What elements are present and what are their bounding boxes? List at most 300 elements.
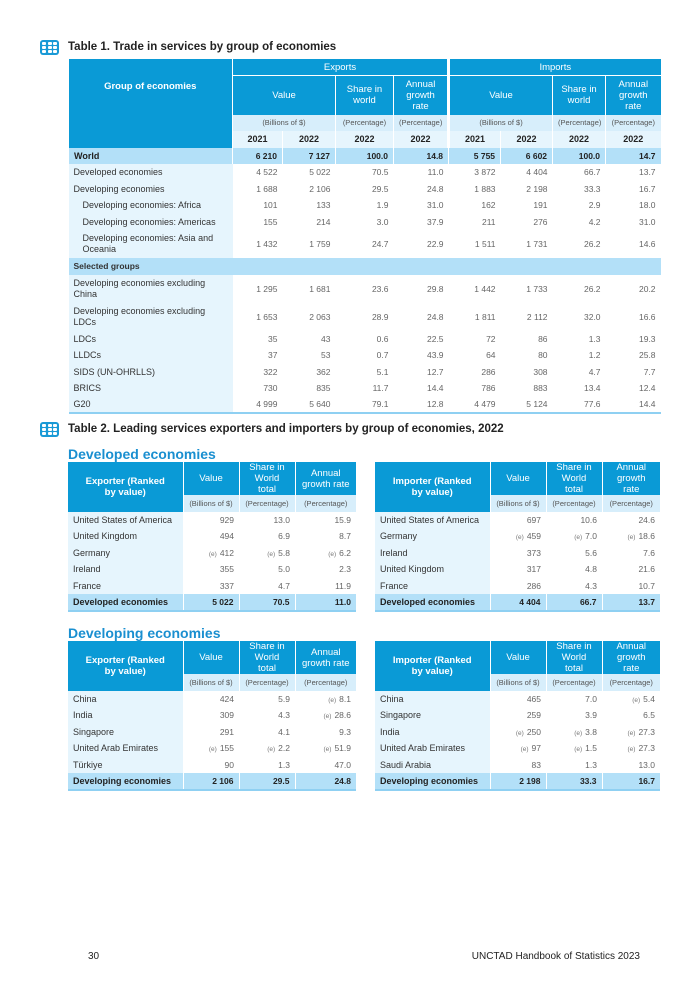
value: 90 [224, 759, 234, 770]
cell-value: 29.8 [426, 283, 444, 294]
table-row [69, 164, 661, 181]
row-label: LDCs [69, 331, 233, 348]
value: 7.0 [585, 531, 597, 542]
cell-value [239, 724, 295, 741]
cell-value: 25.8 [638, 350, 656, 361]
cell-value [490, 561, 546, 578]
value: 2.2 [278, 743, 290, 754]
value: 465 [526, 693, 541, 704]
cell-value [295, 757, 356, 774]
table-row [375, 740, 660, 757]
cell-value [490, 724, 546, 741]
table-row [68, 561, 356, 578]
economy-name: Saudi Arabia [375, 757, 490, 774]
cell-value [239, 545, 295, 562]
cell-value: 37 [268, 350, 278, 361]
cell-value: 16.7 [638, 183, 656, 194]
cell-value: 162 [481, 200, 496, 211]
cell-value [546, 757, 602, 774]
cell-value: 80 [538, 350, 548, 361]
cell-value [239, 561, 295, 578]
share-header: Share in World total [546, 462, 602, 495]
value: 11.9 [335, 580, 351, 591]
table-row [375, 578, 660, 595]
imports-header: Imports [449, 59, 661, 76]
cell-value [602, 707, 660, 724]
total-value: 4 404 [490, 594, 546, 611]
cell-value [239, 691, 295, 708]
publication-name: UNCTAD Handbook of Statistics 2023 [471, 951, 640, 962]
cell-value [183, 512, 239, 529]
value: 1.3 [585, 759, 597, 770]
table2-title: Table 2. Leading services exporters and importers by group of economies, 2022 [68, 423, 504, 435]
cell-value: 7.7 [643, 366, 656, 377]
cell-value: 14.4 [426, 383, 444, 394]
year-header: 2022 [501, 131, 553, 148]
section-heading: Developed economies [68, 446, 216, 462]
value: 15.9 [334, 514, 351, 525]
cell-value [183, 757, 239, 774]
value: 355 [219, 564, 234, 575]
value: 1.5 [585, 743, 597, 754]
cell-value: 155 [263, 216, 278, 227]
cell-value [295, 740, 356, 757]
cell-value: 362 [316, 366, 331, 377]
importers-table [375, 641, 660, 791]
value: 459 [526, 531, 541, 542]
cell-value: 4 479 [474, 399, 496, 410]
cell-value: 1 432 [256, 239, 278, 249]
table-row [69, 364, 661, 381]
table-row [69, 331, 661, 348]
total-value: 13.7 [602, 594, 660, 611]
cell-value: 32.0 [583, 311, 601, 322]
unit-label: (Percentage) [336, 115, 394, 132]
total-label: Developing economies [68, 773, 183, 790]
share-header: Share in World total [239, 462, 295, 495]
cell-value: 43.9 [426, 350, 444, 361]
cell-value: 2 112 [526, 311, 548, 322]
table-row [375, 545, 660, 562]
cell-value: 33.3 [583, 183, 601, 194]
cell-value: 11.0 [427, 167, 444, 178]
cell-value: 3.0 [376, 216, 389, 227]
value: 5.8 [278, 547, 290, 558]
cell-value: 14.6 [638, 239, 656, 249]
value: 309 [219, 710, 234, 721]
table-row [68, 740, 356, 757]
exporters-table [68, 641, 356, 791]
cell-value: 13.7 [638, 167, 656, 178]
row-label: World [69, 148, 233, 165]
cell-value: 43 [321, 333, 331, 344]
cell-value: 66.7 [583, 167, 601, 178]
cell-value: 322 [263, 366, 278, 377]
share-header: Share in world [553, 76, 606, 115]
total-value: 24.8 [295, 773, 356, 790]
economy-name: India [375, 724, 490, 741]
year-header: 2022 [283, 131, 336, 148]
unit-label: (Percentage) [295, 674, 356, 691]
value: 4.7 [278, 580, 290, 591]
cell-value: 1 442 [474, 283, 496, 294]
table-row [69, 214, 661, 231]
cell-value: 6 210 [233, 148, 283, 165]
estimate-mark: (e) [574, 746, 583, 754]
economy-name: Singapore [375, 707, 490, 724]
estimate-mark: (e) [323, 713, 332, 721]
cell-value: 835 [316, 383, 331, 394]
cell-value [546, 724, 602, 741]
cell-value [183, 545, 239, 562]
cell-value: 6 602 [501, 148, 553, 165]
value: 4.3 [585, 580, 597, 591]
value: 7.0 [585, 693, 597, 704]
cell-value: 276 [533, 216, 548, 227]
cell-value: 5.1 [376, 366, 389, 377]
economy-name: Germany [375, 528, 490, 545]
value: 9.3 [339, 726, 351, 737]
economy-name: Singapore [68, 724, 183, 741]
unit-label: (Percentage) [553, 115, 606, 132]
cell-value: 730 [263, 383, 278, 394]
exports-header: Exports [233, 59, 449, 76]
value: 412 [219, 547, 234, 558]
table-icon [40, 422, 59, 437]
table-row [69, 230, 661, 258]
cell-value: 211 [481, 216, 496, 227]
cell-value: 1 811 [474, 311, 496, 322]
cell-value: 64 [486, 350, 496, 361]
cell-value: 5 640 [309, 399, 331, 410]
unit-label: (Percentage) [606, 115, 661, 132]
table-row [69, 258, 661, 275]
value: 51.9 [334, 743, 351, 754]
cell-value: 0.6 [376, 333, 389, 344]
value: 424 [219, 693, 234, 704]
table-row [68, 757, 356, 774]
cell-value: 1 759 [309, 239, 331, 249]
total-row [375, 594, 660, 611]
cell-value: 1.3 [588, 333, 601, 344]
cell-value: 86 [538, 333, 548, 344]
cell-value [546, 740, 602, 757]
value: 250 [526, 726, 541, 737]
value: 13.0 [273, 514, 290, 525]
cell-value: 3 872 [474, 167, 496, 178]
table-row [69, 397, 661, 414]
economy-name: France [375, 578, 490, 595]
cell-value [602, 545, 660, 562]
cell-value [183, 578, 239, 595]
cell-value [239, 757, 295, 774]
cell-value: 31.0 [638, 216, 656, 227]
estimate-mark: (e) [328, 550, 337, 558]
value: 18.6 [638, 531, 655, 542]
cell-value [490, 691, 546, 708]
total-value: 11.0 [295, 594, 356, 611]
cell-value: 77.6 [583, 399, 601, 410]
cell-value [602, 757, 660, 774]
cell-value: 26.2 [583, 283, 601, 294]
cell-value [602, 528, 660, 545]
value: 6.2 [339, 547, 351, 558]
cell-value [183, 561, 239, 578]
value: 8.7 [339, 531, 351, 542]
economy-name: China [68, 691, 183, 708]
cell-value: 191 [533, 200, 548, 211]
value: 28.6 [334, 710, 351, 721]
estimate-mark: (e) [627, 729, 636, 737]
table1 [68, 59, 661, 414]
table-row [68, 691, 356, 708]
cell-value [239, 707, 295, 724]
value: 337 [219, 580, 234, 591]
cell-value: 1.9 [376, 200, 389, 211]
cell-value [602, 578, 660, 595]
value: 697 [526, 514, 541, 525]
value: 3.8 [585, 726, 597, 737]
cell-value: 72 [486, 333, 496, 344]
cell-value [295, 512, 356, 529]
cell-value: 308 [533, 366, 548, 377]
cell-value: 4 404 [526, 167, 548, 178]
cell-value: 12.4 [638, 383, 656, 394]
value: 27.3 [638, 726, 655, 737]
value: 27.3 [638, 743, 655, 754]
value: 373 [526, 547, 541, 558]
cell-value: 133 [316, 200, 331, 211]
estimate-mark: (e) [267, 550, 276, 558]
cell-value [239, 740, 295, 757]
row-label: Developing economies: Americas [69, 214, 233, 231]
year-header: 2021 [449, 131, 501, 148]
year-header: 2022 [553, 131, 606, 148]
cell-value: 22.5 [426, 333, 444, 344]
cell-value: 100.0 [553, 148, 606, 165]
economy-name: United Arab Emirates [68, 740, 183, 757]
table-row [68, 578, 356, 595]
value: 83 [531, 759, 541, 770]
group-header: Group of economies [69, 59, 233, 115]
page-number: 30 [88, 951, 100, 962]
cell-value: 5 124 [526, 399, 548, 410]
value: 259 [526, 710, 541, 721]
cell-value: 20.2 [638, 283, 656, 294]
cell-value: 24.8 [426, 183, 444, 194]
cell-value [295, 724, 356, 741]
cell-value: 1 511 [474, 239, 496, 249]
economy-name: United Arab Emirates [375, 740, 490, 757]
cell-value [490, 757, 546, 774]
total-value: 66.7 [546, 594, 602, 611]
row-label: G20 [69, 397, 233, 414]
growth-header: Annual growth rate [295, 462, 356, 495]
ranked-header: Importer (Ranked by value) [375, 462, 490, 512]
value: 2.3 [339, 564, 351, 575]
cell-value [602, 561, 660, 578]
cell-value [602, 724, 660, 741]
total-value: 70.5 [239, 594, 295, 611]
value: 10.6 [580, 514, 597, 525]
value: 5.6 [585, 547, 597, 558]
value: 4.8 [585, 564, 597, 575]
cell-value [183, 740, 239, 757]
value: 291 [219, 726, 234, 737]
unit-label: (Billions of $) [183, 495, 239, 512]
unit-label: (Billions of $) [183, 674, 239, 691]
value: 24.6 [638, 514, 655, 525]
importers-table [375, 462, 660, 612]
share-header: Share in World total [546, 641, 602, 674]
value: 3.9 [585, 710, 597, 721]
cell-value [183, 707, 239, 724]
estimate-mark: (e) [515, 729, 524, 737]
unit-label: (Percentage) [239, 495, 295, 512]
cell-value: 22.9 [426, 239, 444, 249]
total-value: 5 022 [183, 594, 239, 611]
cell-value: 70.5 [371, 167, 389, 178]
cell-value: 1 653 [256, 311, 278, 322]
share-header: Share in World total [239, 641, 295, 674]
value-header: Value [490, 462, 546, 495]
value-header: Value [183, 641, 239, 674]
unit-label: (Billions of $) [449, 115, 553, 132]
total-value: 2 198 [490, 773, 546, 790]
value: 494 [219, 531, 234, 542]
cell-value [490, 578, 546, 595]
total-value: 29.5 [239, 773, 295, 790]
unit-label: (Billions of $) [490, 674, 546, 691]
total-row [68, 594, 356, 611]
unit-label: (Percentage) [394, 115, 449, 132]
economy-name: United Kingdom [375, 561, 490, 578]
cell-value [546, 545, 602, 562]
table-icon [40, 40, 59, 55]
year-header: 2021 [233, 131, 283, 148]
cell-value [490, 707, 546, 724]
value: 97 [531, 743, 541, 754]
cell-value: 1.2 [588, 350, 601, 361]
total-value: 2 106 [183, 773, 239, 790]
cell-value: 14.4 [638, 399, 656, 410]
table-row [68, 724, 356, 741]
cell-value: 786 [481, 383, 496, 394]
total-row [68, 773, 356, 790]
row-label: BRICS [69, 380, 233, 397]
total-label: Developed economies [68, 594, 183, 611]
cell-value [546, 691, 602, 708]
value-header: Value [449, 76, 553, 115]
estimate-mark: (e) [323, 746, 332, 754]
estimate-mark: (e) [574, 729, 583, 737]
table-row [375, 512, 660, 529]
estimate-mark: (e) [632, 696, 641, 704]
year-header: 2022 [606, 131, 661, 148]
row-label: Selected groups [69, 258, 661, 275]
growth-header: Annual growth rate [602, 641, 660, 674]
cell-value: 5 755 [449, 148, 501, 165]
value-header: Value [490, 641, 546, 674]
estimate-mark: (e) [520, 746, 529, 754]
value: 929 [219, 514, 234, 525]
cell-value: 4.2 [588, 216, 601, 227]
cell-value: 2 198 [526, 183, 548, 194]
total-label: Developed economies [375, 594, 490, 611]
cell-value: 1 733 [526, 283, 548, 294]
cell-value: 1 295 [256, 283, 278, 294]
cell-value: 286 [481, 366, 496, 377]
cell-value [295, 707, 356, 724]
growth-header: Annual growth rate [394, 76, 449, 115]
row-label: Developing economies: Asia and Oceania [69, 230, 233, 258]
unit-label: (Percentage) [295, 495, 356, 512]
cell-value: 214 [316, 216, 331, 227]
cell-value: 19.3 [638, 333, 656, 344]
cell-value [183, 691, 239, 708]
value: 5.4 [643, 693, 655, 704]
row-label: LLDCs [69, 347, 233, 364]
cell-value [239, 578, 295, 595]
cell-value: 2.9 [588, 200, 601, 211]
cell-value: 14.8 [394, 148, 449, 165]
cell-value [295, 528, 356, 545]
cell-value: 24.8 [426, 311, 444, 322]
economy-name: China [375, 691, 490, 708]
total-value: 16.7 [602, 773, 660, 790]
estimate-mark: (e) [627, 534, 636, 542]
unit-label: (Percentage) [602, 495, 660, 512]
cell-value: 79.1 [371, 399, 389, 410]
cell-value [239, 512, 295, 529]
table-row [375, 757, 660, 774]
value-header: Value [183, 462, 239, 495]
ranked-header: Importer (Ranked by value) [375, 641, 490, 691]
cell-value: 26.2 [583, 239, 601, 249]
cell-value: 24.7 [371, 239, 389, 249]
economy-name: India [68, 707, 183, 724]
table-row [69, 303, 661, 331]
cell-value: 1 731 [526, 239, 548, 249]
value: 155 [219, 743, 234, 754]
economy-name: Türkiye [68, 757, 183, 774]
cell-value: 101 [263, 200, 278, 211]
cell-value: 2 063 [309, 311, 331, 322]
table-row [69, 275, 661, 303]
table-row [375, 528, 660, 545]
ranked-header: Exporter (Ranked by value) [68, 641, 183, 691]
cell-value [295, 578, 356, 595]
cell-value [546, 707, 602, 724]
cell-value: 31.0 [426, 200, 444, 211]
total-value: 33.3 [546, 773, 602, 790]
cell-value: 18.0 [638, 200, 656, 211]
cell-value: 53 [321, 350, 331, 361]
value: 5.9 [278, 693, 290, 704]
cell-value: 37.9 [426, 216, 444, 227]
unit-label: (Billions of $) [233, 115, 336, 132]
economy-name: Germany [68, 545, 183, 562]
value: 21.6 [638, 564, 655, 575]
cell-value [546, 578, 602, 595]
table-row [375, 707, 660, 724]
total-label: Developing economies [375, 773, 490, 790]
share-header: Share in world [336, 76, 394, 115]
cell-value [546, 512, 602, 529]
cell-value: 1 688 [256, 183, 278, 194]
estimate-mark: (e) [328, 696, 337, 704]
economy-name: United States of America [68, 512, 183, 529]
